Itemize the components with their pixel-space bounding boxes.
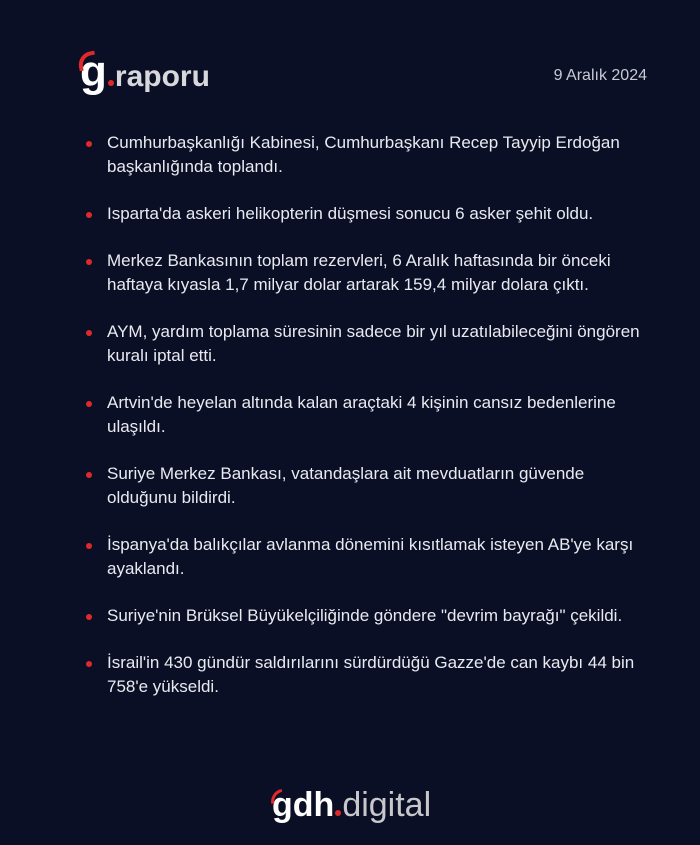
footer-brand-bold: gdh	[272, 786, 335, 824]
gdh-digital-logo	[272, 786, 431, 825]
item-text: İsrail'in 430 gündür saldırılarını sürdürdüğü Gazze'de can kaybı 44 bin 758'e yükseldi.	[107, 653, 635, 696]
footer-brand-light: digital	[342, 786, 432, 824]
list-item	[86, 533, 646, 581]
news-list	[86, 131, 646, 722]
logo-dot-icon	[108, 80, 114, 86]
logo-text: raporu	[114, 60, 210, 93]
logo-g	[80, 47, 107, 96]
bullet-icon	[86, 614, 92, 620]
list-item	[86, 462, 646, 510]
graporu-logo	[80, 47, 210, 96]
bullet-icon	[86, 330, 92, 336]
item-text: AYM, yardım toplama süresinin sadece bir yıl uzatılabileceğini öngören kuralı iptal etti.	[107, 322, 640, 365]
list-item	[86, 131, 646, 179]
bullet-icon	[86, 472, 92, 478]
list-item	[86, 320, 646, 368]
item-text: Cumhurbaşkanlığı Kabinesi, Cumhurbaşkanı Recep Tayyip Erdoğan başkanlığında toplandı.	[107, 133, 620, 176]
item-text: Suriye'nin Brüksel Büyükelçiliğinde göndere "devrim bayrağı" çekildi.	[107, 606, 623, 625]
list-item	[86, 604, 646, 628]
item-text: İspanya'da balıkçılar avlanma dönemini kısıtlamak isteyen AB'ye karşı ayaklandı.	[107, 535, 634, 578]
footer-dot-icon	[335, 810, 341, 816]
list-item	[86, 202, 646, 226]
bullet-icon	[86, 141, 92, 147]
bullet-icon	[86, 212, 92, 218]
bullet-icon	[86, 401, 92, 407]
report-date: 9 Aralık 2024	[553, 67, 647, 84]
list-item	[86, 651, 646, 699]
item-text: Suriye Merkez Bankası, vatandaşlara ait mevduatların güvende olduğunu bildirdi.	[107, 464, 585, 507]
bullet-icon	[86, 259, 92, 265]
logo-g-letter: g	[80, 47, 107, 96]
footer-brand-bold-wrap	[272, 786, 334, 825]
bullet-icon	[86, 661, 92, 667]
item-text: Merkez Bankasının toplam rezervleri, 6 Aralık haftasında bir önceki haftaya kıyasla 1,7 milyar dolar artarak 159,4 milyar dolara çıktı.	[107, 251, 611, 294]
list-item	[86, 391, 646, 439]
bullet-icon	[86, 543, 92, 549]
item-text: Isparta'da askeri helikopterin düşmesi sonucu 6 asker şehit oldu.	[107, 204, 594, 223]
item-text: Artvin'de heyelan altında kalan araçtaki 4 kişinin cansız bedenlerine ulaşıldı.	[107, 393, 616, 436]
list-item	[86, 249, 646, 297]
